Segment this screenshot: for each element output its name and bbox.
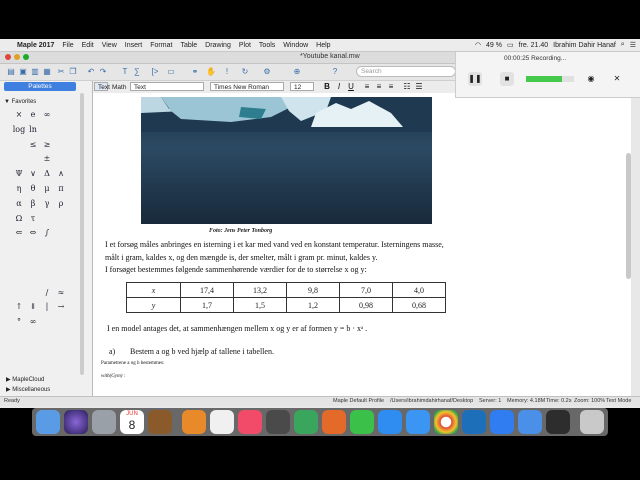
task-label: a) <box>109 347 116 356</box>
palette-symbol[interactable] <box>26 330 40 345</box>
palette-symbol[interactable] <box>12 152 26 167</box>
align-left-icon[interactable]: ≡ <box>364 82 370 91</box>
palette-symbol[interactable]: ≈ <box>57 287 65 297</box>
calendar-icon[interactable] <box>120 410 144 434</box>
palette-symbol[interactable]: ⇔ <box>29 228 37 238</box>
size-select[interactable]: 12 <box>290 82 314 91</box>
palette-symbol[interactable] <box>12 138 26 153</box>
launchpad-icon[interactable] <box>92 410 116 434</box>
palette-symbol[interactable]: ∧ <box>58 169 64 179</box>
table-cell: 13,2 <box>234 283 287 298</box>
wifi-icon[interactable]: ◠ <box>474 42 481 49</box>
underline-icon[interactable]: U <box>348 82 354 91</box>
menu-help[interactable]: Help <box>316 41 331 49</box>
status-memory: Memory: 4.18M <box>507 398 546 404</box>
help-icon[interactable]: ? <box>332 67 338 76</box>
status-path: /Users/ibrahimdahirhanaf/Desktop <box>390 398 474 404</box>
style-select[interactable]: Text <box>130 82 204 91</box>
palette-symbol[interactable] <box>40 315 54 330</box>
section-maplecloud[interactable]: ▶ MapleCloud <box>6 377 45 383</box>
bold-icon[interactable]: B <box>324 82 330 91</box>
print-icon[interactable]: ▦ <box>43 67 51 76</box>
paragraph-2: målt i gram, kaldes x, og den mængde is, der smelter, målt i gram pr. minut, kaldes y. <box>105 253 378 262</box>
palette-symbol[interactable]: β <box>30 198 36 208</box>
model-text: I en model antages det, at sammenhængen mellem x og y er af formen y = b · xᵃ . <box>107 324 368 333</box>
table-cell: 4,0 <box>393 283 446 298</box>
screen-recorder-widget <box>455 52 640 98</box>
palette-symbol[interactable] <box>26 152 40 167</box>
table-cell: 1,5 <box>234 298 287 313</box>
siri-icon[interactable] <box>64 410 88 434</box>
status-profile: Maple Default Profile <box>333 398 385 404</box>
menubar-status <box>475 39 636 51</box>
trash-icon[interactable] <box>580 410 604 434</box>
iceberg-photo <box>141 97 432 224</box>
window-title: *Youtube kanal.mw <box>300 53 360 60</box>
menu-view[interactable]: View <box>101 41 117 49</box>
palette-symbol[interactable]: ρ <box>58 198 64 208</box>
palette-symbol[interactable]: ∨ <box>30 169 36 179</box>
numbers-icon[interactable] <box>294 410 318 434</box>
stop-icon[interactable]: ■ <box>500 72 514 86</box>
section-miscellaneous[interactable]: ▶ Miscellaneous <box>6 387 51 393</box>
align-center-icon[interactable]: ≡ <box>376 82 382 91</box>
execute-group-icon[interactable]: [> <box>151 67 159 76</box>
table-cell: 17,4 <box>181 283 234 298</box>
cut-icon[interactable]: ✂ <box>57 67 65 76</box>
palette-symbol[interactable]: ln <box>29 124 37 134</box>
palette-symbol[interactable] <box>40 123 54 138</box>
recording-time: 00:00:25 Recording... <box>504 55 567 62</box>
task-text: Bestem a og b ved hjælp af tallene i tabellen. <box>130 347 274 356</box>
palette-symbol[interactable]: γ <box>44 198 50 208</box>
palette-symbol[interactable]: θ <box>30 183 36 193</box>
section-icon[interactable]: ▭ <box>167 67 175 76</box>
open-icon[interactable]: ▣ <box>19 67 27 76</box>
palette-symbol[interactable] <box>54 271 68 286</box>
palette-symbol[interactable]: α <box>16 198 22 208</box>
debug-icon[interactable]: ⚙ <box>263 67 271 76</box>
execute-icon[interactable]: ! <box>225 67 229 76</box>
maple-icon[interactable] <box>462 410 486 434</box>
font-select[interactable]: Times New Roman <box>210 82 284 91</box>
link-icon[interactable]: ⚭ <box>191 67 199 76</box>
palette-symbol[interactable] <box>40 241 54 256</box>
palette-symbol[interactable]: | <box>45 302 49 312</box>
redo-icon[interactable]: ↷ <box>99 67 107 76</box>
palette-symbol[interactable]: τ <box>30 213 36 223</box>
minimize-window-icon[interactable] <box>14 54 20 60</box>
table-header-y: y <box>127 298 181 313</box>
audio-level-meter <box>526 76 574 82</box>
menu-file[interactable]: File <box>62 41 74 49</box>
copy-icon[interactable]: ❐ <box>69 67 77 76</box>
table-cell: 9,8 <box>287 283 340 298</box>
calendar-day: 8 <box>128 418 136 432</box>
text-icon[interactable]: T <box>122 67 128 76</box>
battery-percent[interactable]: 49 % <box>485 41 502 49</box>
dock <box>32 408 608 436</box>
palette-symbol[interactable]: ⇓ <box>29 302 37 312</box>
palette-symbol[interactable] <box>12 241 26 256</box>
menu-insert[interactable]: Insert <box>124 41 143 49</box>
menu-format[interactable]: Format <box>150 41 173 49</box>
palette-symbol[interactable]: π <box>58 183 64 193</box>
small-text-1: Parametrene a og b bestemmes: <box>101 361 165 366</box>
paragraph-1: I et forsøg måles anbringes en isterning i et kar med vand ved en konstant temperatur. Isterningens masse, <box>105 240 444 249</box>
menu-edit[interactable]: Edit <box>81 41 94 49</box>
paragraph-3: I forsøget bestemmes følgende sammenhørende værdier for de to størrelse x og y: <box>105 265 367 274</box>
table-cell: 0,68 <box>393 298 446 313</box>
palette-symbol[interactable]: ° <box>17 317 21 327</box>
palette-symbol[interactable] <box>54 315 68 330</box>
palette-symbol[interactable] <box>40 256 54 271</box>
music-icon[interactable] <box>238 410 262 434</box>
menu-list-icon[interactable]: ☰ <box>629 42 636 49</box>
miscellaneous-label: Miscellaneous <box>12 387 51 393</box>
document-canvas[interactable] <box>93 93 631 400</box>
palette-scrollbar[interactable] <box>80 93 84 375</box>
restart-icon[interactable]: ↻ <box>241 67 249 76</box>
table-cell: 0,98 <box>340 298 393 313</box>
palette-symbol[interactable]: η <box>16 183 22 193</box>
numbered-list-icon[interactable]: ☰ <box>415 82 423 91</box>
palette-symbol[interactable]: Ω <box>15 213 23 223</box>
palette-symbol[interactable] <box>12 256 26 271</box>
table-row-x <box>127 283 446 298</box>
align-right-icon[interactable]: ≡ <box>388 82 394 91</box>
document-scrollbar[interactable] <box>626 153 631 279</box>
maplecloud-label: MapleCloud <box>12 377 45 383</box>
search-icon[interactable]: ⌕ <box>620 41 625 48</box>
math-icon[interactable]: ∑ <box>134 67 140 76</box>
palette-symbol[interactable]: / <box>45 287 49 297</box>
menubar <box>0 39 640 52</box>
table-row-y <box>127 298 446 313</box>
facetime-icon[interactable] <box>350 410 374 434</box>
table-cell: 1,7 <box>181 298 234 313</box>
iceberg-image <box>141 97 432 132</box>
palette-symbol[interactable] <box>12 271 26 286</box>
palette-symbol[interactable]: Δ <box>44 169 50 179</box>
status-mode: Text Mode <box>606 398 632 404</box>
pages-icon[interactable] <box>322 410 346 434</box>
clock[interactable]: fre. 21.40 <box>518 41 549 49</box>
menu-tools[interactable]: Tools <box>258 41 276 49</box>
save-icon[interactable]: ▥ <box>31 67 39 76</box>
close-window-icon[interactable] <box>5 54 11 60</box>
undo-icon[interactable]: ↶ <box>87 67 95 76</box>
palettes-button[interactable]: Palettes <box>4 82 76 91</box>
search-input[interactable]: Search <box>356 66 456 77</box>
palette-symbol[interactable] <box>12 286 26 301</box>
palette-symbol[interactable]: μ <box>44 183 50 193</box>
palette-symbol[interactable] <box>26 241 40 256</box>
keynote-icon[interactable] <box>266 410 290 434</box>
chrome-icon[interactable] <box>434 410 458 434</box>
pause-icon[interactable]: ❚❚ <box>468 72 482 86</box>
palette-symbol[interactable]: ⇐ <box>15 228 23 238</box>
calendar-month: JUN <box>126 411 138 417</box>
screen-recorder-icon[interactable] <box>546 410 570 434</box>
menu-plot[interactable]: Plot <box>238 41 251 49</box>
data-table <box>126 282 446 313</box>
table-cell: 7,0 <box>340 283 393 298</box>
status-zoom: Zoom: 100% <box>574 398 606 404</box>
palette-symbol[interactable]: e <box>30 110 36 119</box>
maple-window <box>0 52 640 408</box>
favorites-symbol-grid <box>12 108 68 345</box>
palette-symbol[interactable]: → <box>57 302 65 312</box>
menu-window[interactable]: Window <box>283 41 309 49</box>
palette-symbol[interactable] <box>54 212 68 227</box>
camera-icon[interactable]: ◉ <box>587 74 595 83</box>
menu-app-name[interactable]: Maple 2017 <box>17 41 55 49</box>
bullet-list-icon[interactable]: ☷ <box>403 82 411 91</box>
status-server: Server: 1 <box>479 398 502 404</box>
palette-symbol[interactable]: ≤ <box>29 139 37 149</box>
palette-symbol[interactable]: ∞ <box>29 317 37 327</box>
palette-symbol[interactable] <box>54 241 68 256</box>
palette-symbol[interactable]: ∞ <box>43 110 51 119</box>
new-document-icon[interactable]: ▤ <box>7 67 15 76</box>
palette-symbol[interactable]: ∫ <box>44 228 50 238</box>
zoom-window-icon[interactable] <box>23 54 29 60</box>
status-bar <box>0 396 640 406</box>
palette-symbol[interactable] <box>54 138 68 153</box>
palette-symbol[interactable] <box>12 330 26 345</box>
palettes-sidebar <box>0 81 93 400</box>
table-cell: 1,2 <box>287 298 340 313</box>
palette-symbol[interactable]: ↑ <box>15 302 23 312</box>
safari-icon[interactable] <box>406 410 430 434</box>
palette-symbol[interactable] <box>54 123 68 138</box>
italic-icon[interactable]: I <box>337 82 341 91</box>
palette-symbol[interactable] <box>54 226 68 241</box>
palette-symbol[interactable] <box>40 212 54 227</box>
favorites-header[interactable]: ▼ Favorites <box>4 99 37 105</box>
books-icon[interactable] <box>182 410 206 434</box>
favorites-label: Favorites <box>11 99 37 105</box>
menu-drawing[interactable]: Drawing <box>205 41 231 49</box>
palette-symbol[interactable] <box>40 271 54 286</box>
palette-symbol[interactable] <box>26 286 40 301</box>
zoom-icon[interactable]: ⊕ <box>293 67 301 76</box>
palette-symbol[interactable]: ≥ <box>43 139 51 149</box>
app-store-icon[interactable] <box>490 410 514 434</box>
notes-icon[interactable] <box>148 410 172 434</box>
palette-symbol[interactable]: Ψ <box>15 169 23 179</box>
user-name[interactable]: Ibrahim Dahir Hanaf <box>553 41 616 49</box>
palette-symbol[interactable] <box>26 271 40 286</box>
close-icon[interactable]: ✕ <box>613 74 621 83</box>
palette-symbol[interactable] <box>54 152 68 167</box>
stop-icon[interactable]: ✋ <box>206 67 216 76</box>
battery-icon[interactable]: ▭ <box>506 42 514 49</box>
palette-symbol[interactable]: × <box>15 110 23 119</box>
audio-level-fill <box>526 76 562 82</box>
finder-icon[interactable] <box>36 410 60 434</box>
palette-symbol[interactable] <box>54 108 68 123</box>
status-ready: Ready <box>4 398 20 404</box>
palette-symbol[interactable]: log <box>12 124 26 134</box>
table-header-x: x <box>127 283 181 298</box>
maple-input[interactable]: with(Gym) : <box>101 374 126 379</box>
palette-symbol[interactable] <box>26 256 40 271</box>
photo-caption: Foto: Jens Peter Tonborg <box>209 228 273 234</box>
status-time: Time: 0.2s <box>546 398 572 404</box>
palette-symbol[interactable] <box>54 256 68 271</box>
text-mode-button[interactable]: Text <box>94 82 108 91</box>
messages-icon[interactable] <box>378 410 402 434</box>
zoom-app-icon[interactable] <box>518 410 542 434</box>
photos-icon[interactable] <box>210 410 234 434</box>
palette-symbol[interactable]: ± <box>43 154 51 164</box>
menu-table[interactable]: Table <box>180 41 198 49</box>
math-mode-button[interactable]: Math <box>112 84 127 91</box>
